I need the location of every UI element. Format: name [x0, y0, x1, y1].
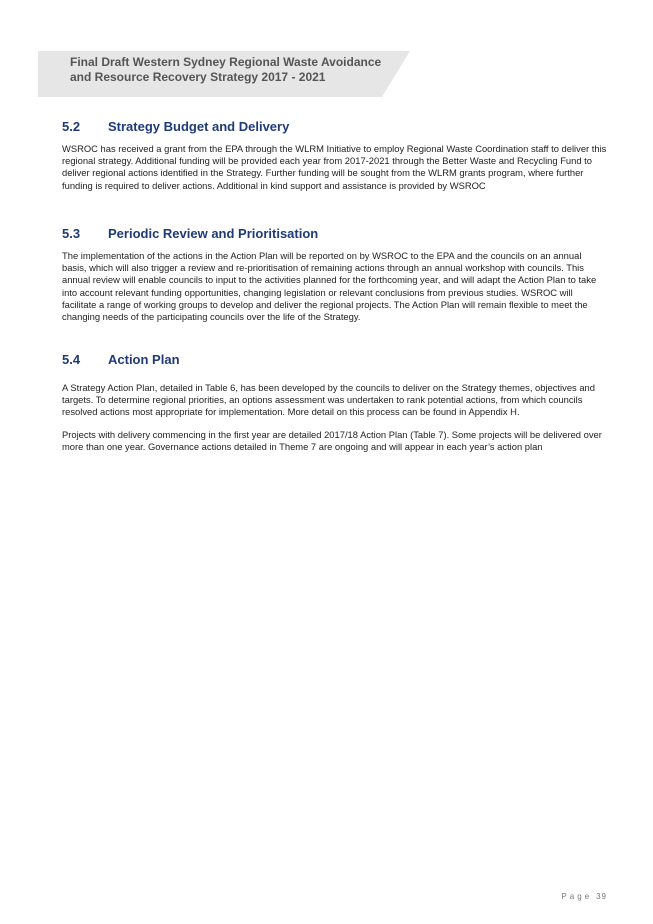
section-5-4: [62, 352, 608, 463]
section-title: Strategy Budget and Delivery: [108, 119, 290, 134]
section-heading: [62, 226, 608, 242]
section-title: Action Plan: [108, 352, 180, 367]
paragraph: Projects with delivery commencing in the first year are detailed 2017/18 Action Plan (Table 7). Some projects will be delivered over more than one year. Governance actions detailed in Theme 7 are ongoing and will appear in each year’s action plan: [62, 428, 602, 452]
section-number: 5.4: [62, 352, 81, 367]
section-number: 5.2: [62, 119, 81, 134]
section-heading: [62, 119, 608, 135]
section-heading: [62, 352, 608, 368]
page-footer: [561, 892, 607, 901]
page-label: Page: [561, 892, 593, 901]
paragraph: WSROC has received a grant from the EPA through the WLRM Initiative to employ Regional Waste Coordination staff to deliver this regional strategy. Additional funding will be provided each year from 2017-2021 through the Better Waste and Recycling Fund to deliver regional actions identified in the Strategy. Further funding will be sought from the WLRM grants program, where further funding is required to deliver actions. Additional in kind support and assistance is provided by WSROC: [62, 143, 607, 191]
section-title: Periodic Review and Prioritisation: [108, 226, 319, 241]
document-title-line-2: and Resource Recovery Strategy 2017 - 2021: [70, 70, 326, 84]
paragraph: The implementation of the actions in the Action Plan will be reported on by WSROC to the EPA and the councils on an annual basis, which will also trigger a review and re-prioritisation of remaining actions through an annual workshop with councils. This annual review will enable councils to input to the activities planned for the forthcoming year, and will adapt the Action Plan to take into account relevant funding opportunities, changing legislation or relevant conclusions from previous studies. WSROC will facilitate a range of working groups to develop and deliver the regional projects. The Action Plan will remain flexible to meet the changing needs of the participating councils over the life of the Strategy.: [62, 250, 597, 323]
document-title: [70, 55, 400, 85]
section-5-3: [62, 226, 608, 333]
document-title-line-1: Final Draft Western Sydney Regional Waste Avoidance: [70, 55, 382, 69]
section-5-2: [62, 119, 608, 202]
section-number: 5.3: [62, 226, 81, 241]
paragraph: A Strategy Action Plan, detailed in Table 6, has been developed by the councils to deliver on the Strategy themes, objectives and targets. To determine regional priorities, an options assessment was undertaken to rank potential actions, from which councils resolved actions most appropriate for implementation. More detail on this process can be found in Appendix H.: [62, 382, 595, 418]
page-number: 39: [596, 892, 607, 901]
